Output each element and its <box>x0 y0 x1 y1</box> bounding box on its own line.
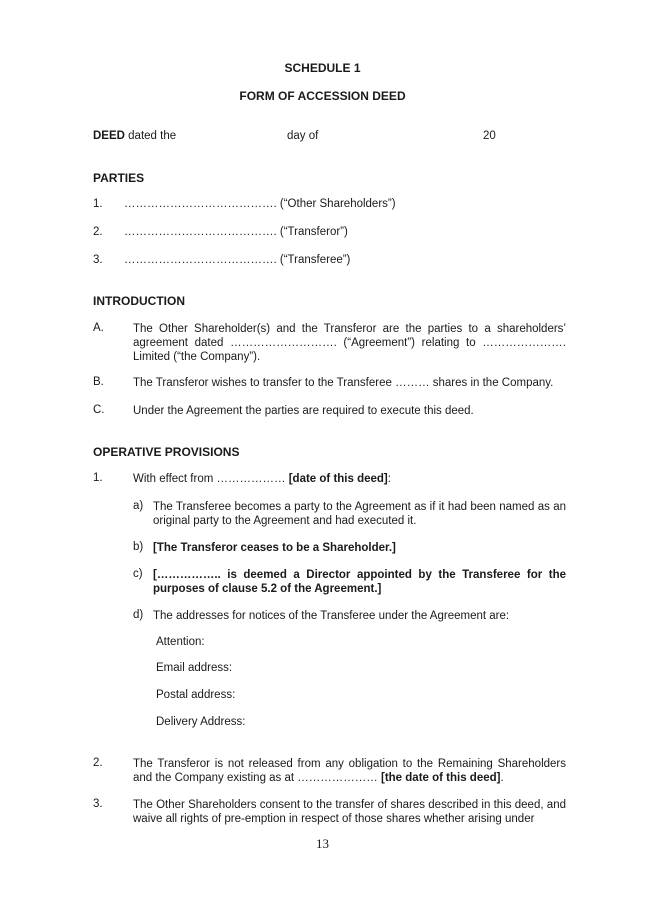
subitem-label: b) <box>133 541 144 553</box>
provision-number: 2. <box>93 757 103 769</box>
notice-field-delivery: Delivery Address: <box>156 716 246 728</box>
intro-text: Under the Agreement the parties are required to execute this deed. <box>133 405 474 417</box>
party-text: …………………………………. (“Transferor”) <box>124 226 348 238</box>
intro-text: The Other Shareholder(s) and the Transferor are the parties to a shareholders’ agreement dated ………………………. (“Agreement”) relating to …………………. Limited (“the Company”). <box>133 323 566 363</box>
subitem-label: a) <box>133 500 144 512</box>
page-number: 13 <box>316 836 329 851</box>
notice-field-email: Email address: <box>156 662 233 674</box>
party-number: 2. <box>93 226 103 238</box>
notice-field-attention: Attention: <box>156 636 205 648</box>
subitem-text: […………….. is deemed a Director appointed by the Transferee for the purposes of clause 5.2 of the Agreement.] <box>153 569 566 595</box>
party-number: 3. <box>93 254 103 266</box>
party-text: …………………………………. (“Transferee”) <box>124 254 351 266</box>
provision-text-tail: : <box>387 473 391 485</box>
deed-label: DEED <box>93 130 125 142</box>
notice-field-postal: Postal address: <box>156 689 236 701</box>
provision-text-normal: The Transferor is not released from any obligation to the Remaining Shareholders and the Company existing as at ………………… <box>133 758 566 784</box>
form-title: FORM OF ACCESSION DEED <box>239 89 406 103</box>
provision-text: The Other Shareholders consent to the transfer of shares described in this deed, and waive all rights of pre-emption in respect of those shares whether arising under <box>133 799 566 825</box>
year-text: 20 <box>483 130 496 142</box>
party-text: …………………………………. (“Other Shareholders”) <box>124 198 396 210</box>
provision-text-bold: [date of this deed] <box>288 473 388 485</box>
provision-text-normal: With effect from ……………… <box>133 473 286 485</box>
schedule-title: SCHEDULE 1 <box>284 61 361 75</box>
subitem-text: The addresses for notices of the Transferee under the Agreement are: <box>153 610 510 622</box>
day-of-text: day of <box>287 130 319 142</box>
party-number: 1. <box>93 198 103 210</box>
provision-number: 1. <box>93 472 103 484</box>
subitem-label: d) <box>133 609 144 621</box>
introduction-heading: INTRODUCTION <box>93 294 185 308</box>
intro-number: B. <box>93 376 104 388</box>
intro-text: The Transferor wishes to transfer to the Transferee ……… shares in the Company. <box>133 377 554 389</box>
provision-text <box>133 757 566 785</box>
parties-heading: PARTIES <box>93 171 145 185</box>
deed-line <box>93 130 176 142</box>
intro-number: C. <box>93 404 105 416</box>
provision-number: 3. <box>93 798 103 810</box>
provision-text-bold: [the date of this deed] <box>381 772 501 784</box>
subitem-text: [The Transferor ceases to be a Shareholder.] <box>153 542 396 554</box>
subitem-label: c) <box>133 568 143 580</box>
dated-the-text: dated the <box>128 130 177 142</box>
provision-text-tail: . <box>500 772 504 784</box>
operative-heading: OPERATIVE PROVISIONS <box>93 445 240 459</box>
provision-text <box>133 472 566 486</box>
intro-number: A. <box>93 322 104 334</box>
subitem-text: The Transferee becomes a party to the Agreement as if it had been named as an original party to the Agreement and had executed it. <box>153 501 566 527</box>
